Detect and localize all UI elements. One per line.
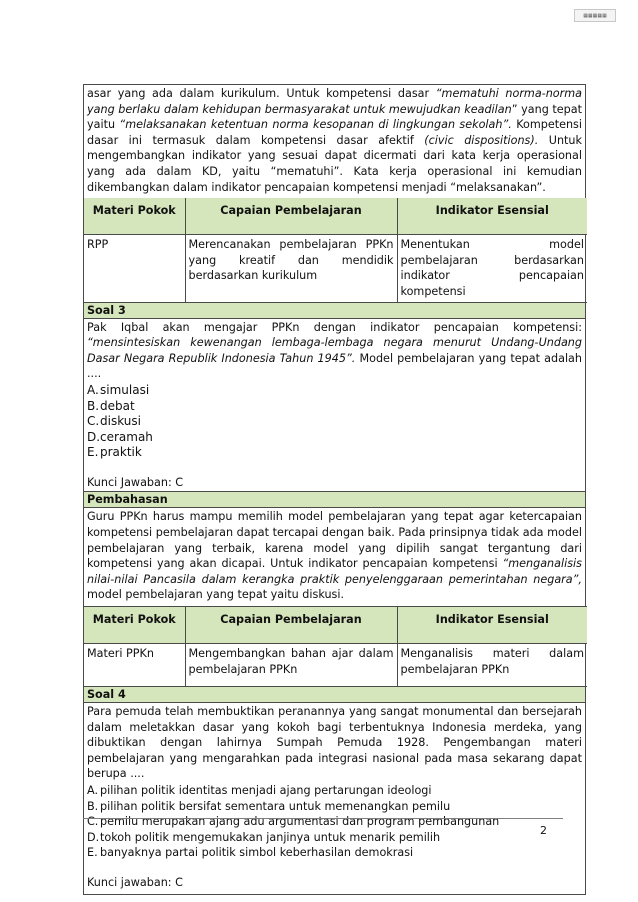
- soal-3-question: [87, 320, 582, 382]
- table-row: [84, 235, 587, 302]
- option-text: pilihan politik identitas menjadi ajang pertarungan ideologi: [100, 784, 432, 797]
- cell-materi: RPP: [84, 235, 185, 302]
- badge-mark: ▦▦▦▦▦: [583, 12, 607, 19]
- soal-3-heading: Soal 3: [84, 303, 585, 319]
- soal-3-answer: Kunci Jawaban: C: [87, 475, 184, 489]
- option-b: [87, 799, 582, 815]
- intro-text: ” yang tepat yaitu: [87, 102, 582, 132]
- header-materi-pokok: Materi Pokok: [84, 198, 185, 235]
- intro-quote-indicator: “melaksanakan ketentuan norma kesopanan di lingkungan sekolah”.: [119, 118, 512, 132]
- question-text: Model pembelajaran yang tepat adalah ....: [87, 351, 582, 381]
- intro-quote-kd: “mematuhi norma-norma yang berlaku dalam kehidupan bermasyarakat untuk mewujudkan keadilan: [87, 87, 583, 116]
- option-letter: B.: [87, 398, 100, 413]
- page-number: 2: [540, 824, 547, 837]
- option-text: ceramah: [100, 429, 153, 444]
- soal-3-body: [84, 319, 585, 492]
- intro-text: asar yang ada dalam kurikulum. Untuk kompetensi dasar: [87, 87, 436, 100]
- option-text: pemilu merupakan ajang adu argumentasi dan program pembangunan: [100, 815, 500, 829]
- cell-capaian: Mengembangkan bahan ajar dalam pembelajaran PPKn: [185, 644, 397, 687]
- question-text: Pak Iqbal akan mengajar PPKn dengan indikator pencapaian kompetensi:: [87, 320, 582, 334]
- table-header-row: [84, 198, 587, 235]
- option-d: [87, 830, 582, 846]
- option-text: debat: [100, 398, 135, 413]
- pembahasan-text: model pembelajaran yang tepat yaitu diskusi.: [87, 588, 345, 602]
- soal-4-answer: Kunci jawaban: C: [87, 875, 183, 889]
- option-a: [87, 783, 582, 799]
- option-e: [87, 845, 582, 861]
- option-e: [87, 445, 582, 461]
- option-text: banyaknya partai politik simbol keberhasilan demokrasi: [100, 846, 414, 860]
- header-indikator: Indikator Esensial: [397, 198, 587, 235]
- option-letter: D.: [87, 830, 100, 844]
- pembahasan-heading: Pembahasan: [84, 491, 585, 508]
- intro-paragraph: [84, 85, 585, 198]
- corner-badge: [574, 9, 616, 22]
- materi-table-2: [84, 606, 587, 687]
- table-header-row: [84, 607, 587, 644]
- cell-indikator: Menentukan model pembelajaran berdasarkan indikator pencapaian kompetensi: [397, 235, 587, 302]
- option-c: [87, 414, 582, 430]
- cell-capaian: Merencanakan pembelajaran PPKn yang kreatif dan mendidik berdasarkan kurikulum: [185, 235, 397, 302]
- materi-table-1: [84, 198, 587, 302]
- document-frame: [83, 84, 586, 895]
- question-quote: “mensintesiskan kewenangan lembaga-lembaga negara menurut Undang-Undang Dasar Negara Republik Indonesia Tahun 1945”.: [87, 336, 582, 365]
- option-letter: C.: [87, 414, 100, 429]
- spacer: [87, 861, 582, 875]
- header-indikator: Indikator Esensial: [397, 607, 587, 644]
- intro-civic-term: (civic dispositions).: [424, 133, 539, 147]
- pembahasan-quote: “menganalisis nilai-nilai Pancasila dalam kerangka praktik penyelenggaraan pemerintahan negara”,: [87, 557, 582, 586]
- soal-4-body: [84, 703, 585, 894]
- intro-text: Kompetensi dasar ini termasuk dalam kompetensi dasar afektif: [87, 118, 582, 147]
- pembahasan-text: Guru PPKn harus mampu memilih model pembelajaran yang tepat agar ketercapaian kompetensi pembelajaran dapat tercapai dengan baik. Pada prinsipnya tidak ada model pembelajaran yang terbaik, karena model yang dipilih sangat tergantung dari kompetensi yang akan dicapai. Untuk indikator pencapaian kompetensi: [87, 510, 582, 571]
- cell-indikator: Menganalisis materi dalam pembelajaran PPKn: [397, 644, 587, 687]
- option-text: diskusi: [100, 414, 141, 429]
- option-letter: A.: [87, 784, 99, 797]
- footer-rule: [83, 818, 563, 819]
- option-c: [87, 814, 582, 830]
- option-letter: E.: [87, 445, 99, 460]
- option-letter: D.: [87, 429, 101, 444]
- option-text: praktik: [100, 445, 142, 460]
- option-a: [87, 383, 582, 399]
- option-b: [87, 399, 582, 415]
- option-letter: B.: [87, 799, 99, 813]
- header-materi-pokok: Materi Pokok: [84, 607, 185, 644]
- header-capaian: Capaian Pembelajaran: [185, 198, 397, 235]
- intro-text: Untuk mengembangkan indikator yang sesuai dapat dicermati dari kata kerja operasional yang ada dalam KD, yaitu “mematuhi”. Kata kerja operasional ini kemudian dikembangkan dalam indikator pencapaian kompetensi menjadi “melaksanakan”.: [87, 133, 582, 194]
- spacer: [87, 461, 582, 475]
- header-capaian: Capaian Pembelajaran: [185, 607, 397, 644]
- soal-4-question: Para pemuda telah membuktikan peranannya yang sangat monumental dan bersejarah dalam meletakkan dasar yang kokoh bagi terbentuknya Indonesia merdeka, yang dibuktikan dengan lahirnya Sumpah Pemuda 1928. Pengembangan materi pembelajaran yang mengarahkan pada integrasi nasional pada masa sekarang dapat berupa ....: [87, 705, 582, 781]
- table-row: [84, 644, 587, 687]
- option-text: pilihan politik bersifat sementara untuk memenangkan pemilu: [100, 799, 451, 813]
- option-letter: A.: [87, 382, 99, 397]
- option-letter: C.: [87, 815, 99, 829]
- option-letter: E.: [87, 846, 98, 860]
- pembahasan-body: [84, 508, 585, 606]
- option-text: tokoh politik mengemukakan janjinya untuk menarik pemilih: [100, 830, 441, 844]
- option-text: simulasi: [100, 382, 150, 397]
- soal-4-heading: Soal 4: [84, 687, 585, 703]
- cell-materi: Materi PPKn: [84, 644, 185, 687]
- option-d: [87, 430, 582, 446]
- soal-4-options: [87, 783, 582, 861]
- soal-3-options: [87, 383, 582, 461]
